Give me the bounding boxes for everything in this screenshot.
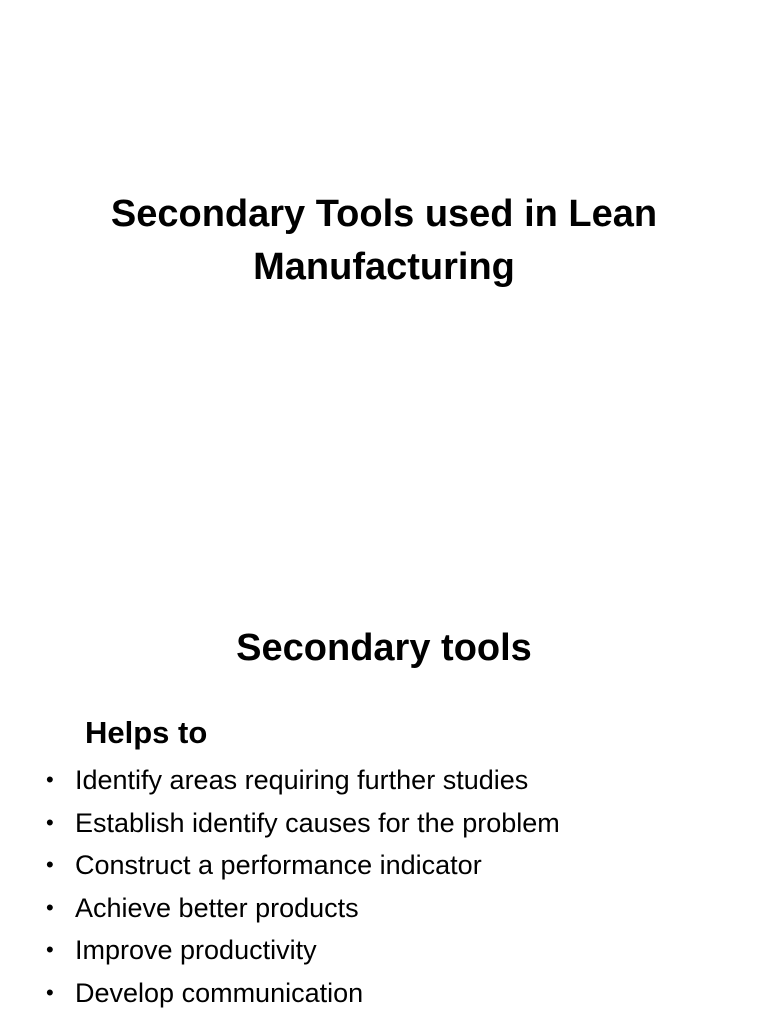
bullet-icon: •	[46, 894, 54, 920]
slide-title-line-1: Secondary Tools used in Lean	[110, 193, 658, 235]
list-item-text: Identify areas requiring further studies	[75, 765, 529, 795]
list-item	[46, 760, 560, 803]
bullet-icon: •	[46, 979, 54, 1005]
list-item	[46, 803, 560, 846]
section-title: Secondary tools	[236, 627, 532, 669]
list-item	[46, 888, 560, 931]
list-item-text: Improve productivity	[75, 935, 317, 965]
list-item	[46, 930, 560, 973]
list-item-text: Construct a performance indicator	[75, 850, 482, 880]
list-item-text: Develop communication	[75, 977, 364, 1008]
bullet-icon: •	[46, 809, 54, 835]
slide-title	[40, 188, 728, 294]
bullet-icon: •	[46, 852, 54, 877]
slide-title-line-2: Manufacturing	[253, 246, 515, 288]
list-item-text: Achieve better products	[75, 892, 359, 923]
bullet-list	[46, 760, 560, 1015]
bullet-icon: •	[46, 767, 54, 792]
sub-heading: Helps to	[85, 715, 208, 750]
list-item-text: Establish identify causes for the problem	[75, 807, 560, 838]
bullet-icon: •	[46, 937, 54, 962]
list-item	[46, 973, 560, 1016]
list-item	[46, 845, 560, 888]
